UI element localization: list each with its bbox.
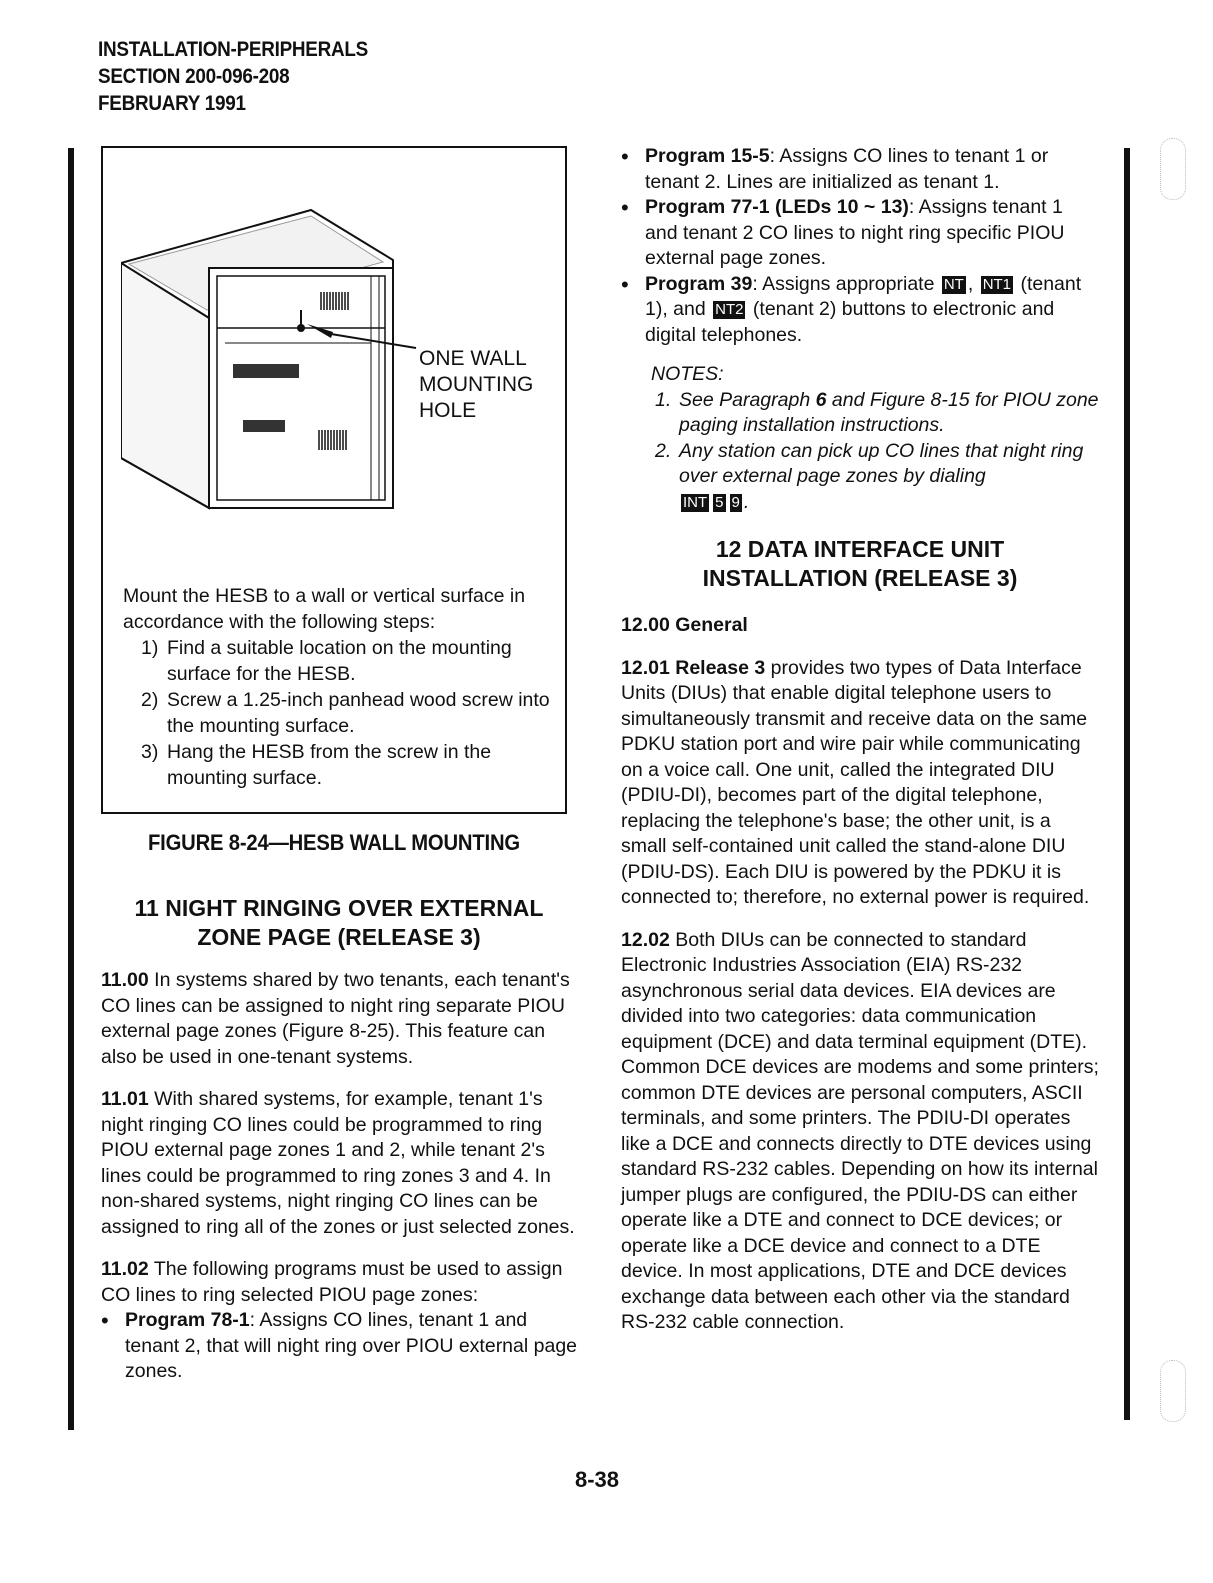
list-item: • Program 15-5: Assigns CO lines to tenant 1 or tenant 2. Lines are initialized as tenant 1. (621, 144, 1049, 193)
list-item: • Program 39: Assigns appropriate NT , NT1 (tenant 1), and NT2 (tenant 2) buttons to electronic and digital telephones. (621, 271, 1082, 346)
paragraph-12-02: 12.02 Both DIUs can be connected to standard Electronic Industries Association (EIA) RS-232 asynchronous serial data devices. EIA devices are divided into two categories: data communication equipment (DCE) and data terminal equipment (DTE). Common DCE devices are modems and some printers; common DTE devices are personal computers, ASCII terminals, and some printers. The PDIU-DI operates like a DCE and connects directly to DTE devices using standard RS-232 cables. Depending on how its internal jumper plugs are configured, the PDIU-DS can either operate like a DTE and connect to DCE devices; or operate like a DCE device and connect to a DTE device. In most applications, DTE and DCE devices exchange data between each other via the standard RS-232 cable connection. (621, 928, 1099, 1333)
left-column (101, 894, 577, 1385)
callout-mounting-hole: ONE WALL MOUNTING HOLE (419, 347, 534, 422)
hesb-illustration (121, 198, 421, 518)
change-bar-left (68, 148, 74, 1430)
paragraph-11-02: 11.02 The following programs must be used to assign CO lines to ring selected PIOU page zones: (101, 1258, 563, 1306)
nt2-key: NT2 (715, 301, 744, 318)
header-title: INSTALLATION-PERIPHERALS (98, 38, 369, 61)
figure-instructions (123, 583, 561, 791)
mounting-steps (123, 635, 561, 791)
figure-8-24-box (101, 146, 567, 814)
scan-speck (1160, 138, 1186, 200)
page-header (98, 36, 368, 117)
header-section: SECTION 200-096-208 (98, 65, 290, 88)
page-number: 8-38 (575, 1467, 620, 1492)
list-item: 3) Hang the HESB from the screw in the mounting surface. (141, 741, 492, 789)
paragraph-12-01: 12.01 Release 3 provides two types of Data Interface Units (DIUs) that enable digital telephone users to simultaneously transmit and receive data on the same PDKU station port and wire pair while communicating on a voice call. One unit, called the integrated DIU (PDIU-DI), becomes part of the digital telephone, replacing the telephone's base; the other unit, is a small self-contained unit called the stand-alone DIU (PDIU-DS). Each DIU is powered by the PDKU it is connected to; therefore, no external power is required. (621, 656, 1090, 908)
notes-title: NOTES: (651, 363, 724, 385)
nt1-key: NT1 (982, 275, 1012, 293)
paragraph-12-00: 12.00 General (621, 614, 748, 636)
right-column (621, 144, 1099, 1353)
list-item: 1) Find a suitable location on the mounting surface for the HESB. (141, 637, 512, 685)
list-item: • Program 78-1: Assigns CO lines, tenant 1 and tenant 2, that will night ring over PIOU external page zones. (101, 1308, 578, 1382)
figure-intro: Mount the HESB to a wall or vertical surface in accordance with the following steps: (123, 585, 526, 633)
int-key: INT (683, 493, 708, 511)
digit-9-key: 9 (731, 493, 740, 511)
note-2: 2. Any station can pick up CO lines that night ring over external page zones by dialing INT 5 9 . (655, 439, 1084, 513)
section-11-heading: 11 NIGHT RINGING OVER EXTERNAL ZONE PAGE (RELEASE 3) (134, 895, 544, 950)
list-item: 2) Screw a 1.25-inch panhead wood screw into the mounting surface. (141, 689, 550, 737)
header-date: FEBRUARY 1991 (98, 92, 246, 115)
paragraph-11-01: 11.01 With shared systems, for example, tenant 1's night ringing CO lines could be programmed to ring PIOU external page zones 1 and 2, while tenant 2's lines could be programmed to ring zones 3 and 4. In non-shared systems, night ringing CO lines can be assigned to ring all of the zones or just selected zones. (101, 1088, 575, 1238)
scan-speck (1160, 1360, 1186, 1422)
figure-caption: FIGURE 8-24—HESB WALL MOUNTING (148, 830, 520, 855)
digit-5-key: 5 (715, 493, 724, 511)
section-12-heading: 12 DATA INTERFACE UNIT INSTALLATION (RELEASE 3) (702, 536, 1018, 591)
paragraph-11-00: 11.00 In systems shared by two tenants, each tenant's CO lines can be assigned to night ring separate PIOU external page zones (Figure 8-25). This feature can also be used in one-tenant systems. (101, 969, 570, 1068)
list-item: • Program 77-1 (LEDs 10 ~ 13): Assigns tenant 1 and tenant 2 CO lines to night ring specific PIOU external page zones. (621, 195, 1065, 269)
notes (621, 362, 1099, 515)
change-bar-right (1124, 148, 1130, 1420)
nt-key: NT (943, 275, 964, 293)
note-1: 1. See Paragraph 6 and Figure 8-15 for PIOU zone paging installation instructions. (655, 388, 1099, 436)
hesb-front-frame (209, 268, 393, 508)
